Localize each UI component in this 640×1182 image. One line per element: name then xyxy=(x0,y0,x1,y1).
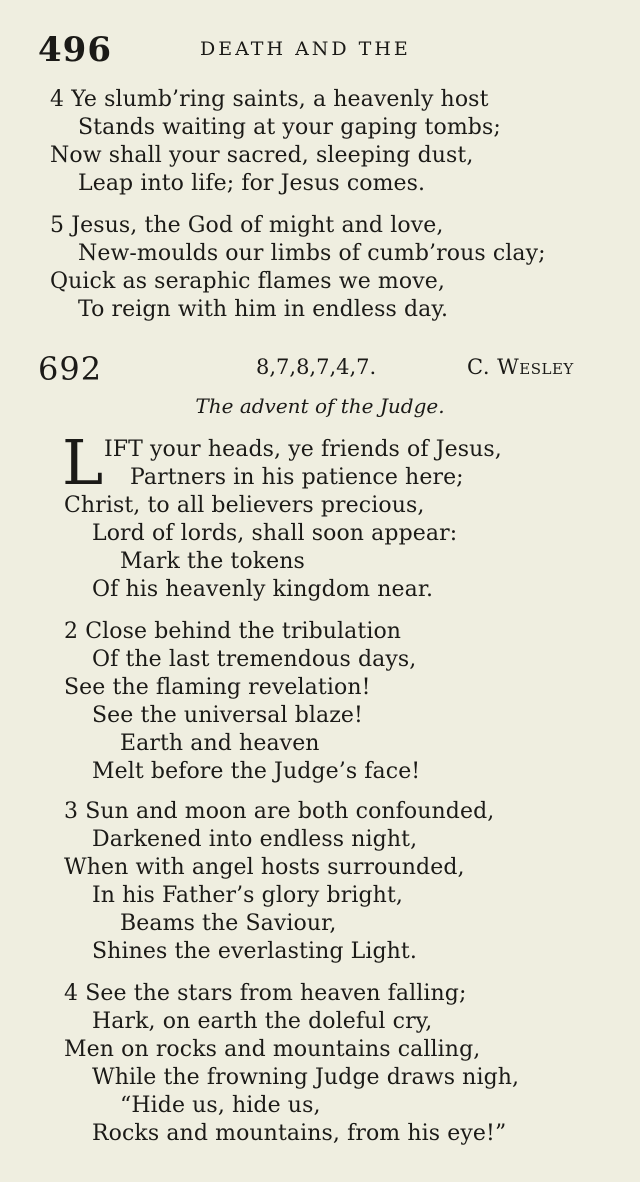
stanza-line: To reign with him in endless day. xyxy=(78,297,449,322)
stanza-line: Of the last tremendous days, xyxy=(92,647,417,672)
stanza-line: Christ, to all believers precious, xyxy=(64,493,425,518)
stanza-line: Rocks and mountains, from his eye!” xyxy=(92,1121,507,1146)
stanza-line: Men on rocks and mountains calling, xyxy=(64,1037,481,1062)
stanza-line: Of his heavenly kingdom near. xyxy=(92,577,434,602)
stanza-line: See the flaming revelation! xyxy=(64,675,371,700)
stanza-line: When with angel hosts surrounded, xyxy=(64,855,465,880)
stanza-line: In his Father’s glory bright, xyxy=(92,883,403,908)
stanza-line: New-moulds our limbs of cumb’rous clay; xyxy=(78,241,546,266)
page-number: 496 xyxy=(38,30,112,70)
stanza-line: 4 See the stars from heaven falling; xyxy=(64,981,467,1006)
hymn-author: C. Wesley xyxy=(467,355,574,379)
hymn-meter: 8,7,8,7,4,7. xyxy=(256,355,377,379)
stanza-line: Now shall your sacred, sleeping dust, xyxy=(50,143,474,168)
hymn-number: 692 xyxy=(38,350,103,388)
stanza-line: Mark the tokens xyxy=(120,549,305,574)
stanza-line: Leap into life; for Jesus comes. xyxy=(78,171,426,196)
stanza-line: See the universal blaze! xyxy=(92,703,363,728)
stanza-line: 4 Ye slumb’ring saints, a heavenly host xyxy=(50,87,489,112)
stanza-line: “Hide us, hide us, xyxy=(120,1093,321,1118)
stanza-line: Beams the Saviour, xyxy=(120,911,337,936)
hymn-subtitle: The advent of the Judge. xyxy=(195,394,445,418)
running-title: DEATH AND THE xyxy=(200,38,411,60)
stanza-line: 5 Jesus, the God of might and love, xyxy=(50,213,444,238)
stanza-line: Melt before the Judge’s face! xyxy=(92,759,421,784)
stanza-line: Darkened into endless night, xyxy=(92,827,418,852)
stanza-line: Stands waiting at your gaping tombs; xyxy=(78,115,501,140)
stanza-line: Earth and heaven xyxy=(120,731,320,756)
stanza-line: 2 Close behind the tribulation xyxy=(64,619,402,644)
stanza-line: IFT your heads, ye friends of Jesus, xyxy=(104,437,502,462)
drop-cap: L xyxy=(62,426,104,499)
stanza-line: Lord of lords, shall soon appear: xyxy=(92,521,458,546)
stanza-line: Shines the everlasting Light. xyxy=(92,939,417,964)
stanza-line: Hark, on earth the doleful cry, xyxy=(92,1009,433,1034)
stanza-line: 3 Sun and moon are both confounded, xyxy=(64,799,495,824)
stanza-line: Partners in his patience here; xyxy=(130,465,464,490)
stanza-line: Quick as seraphic flames we move, xyxy=(50,269,445,294)
stanza-line: While the frowning Judge draws nigh, xyxy=(92,1065,520,1090)
